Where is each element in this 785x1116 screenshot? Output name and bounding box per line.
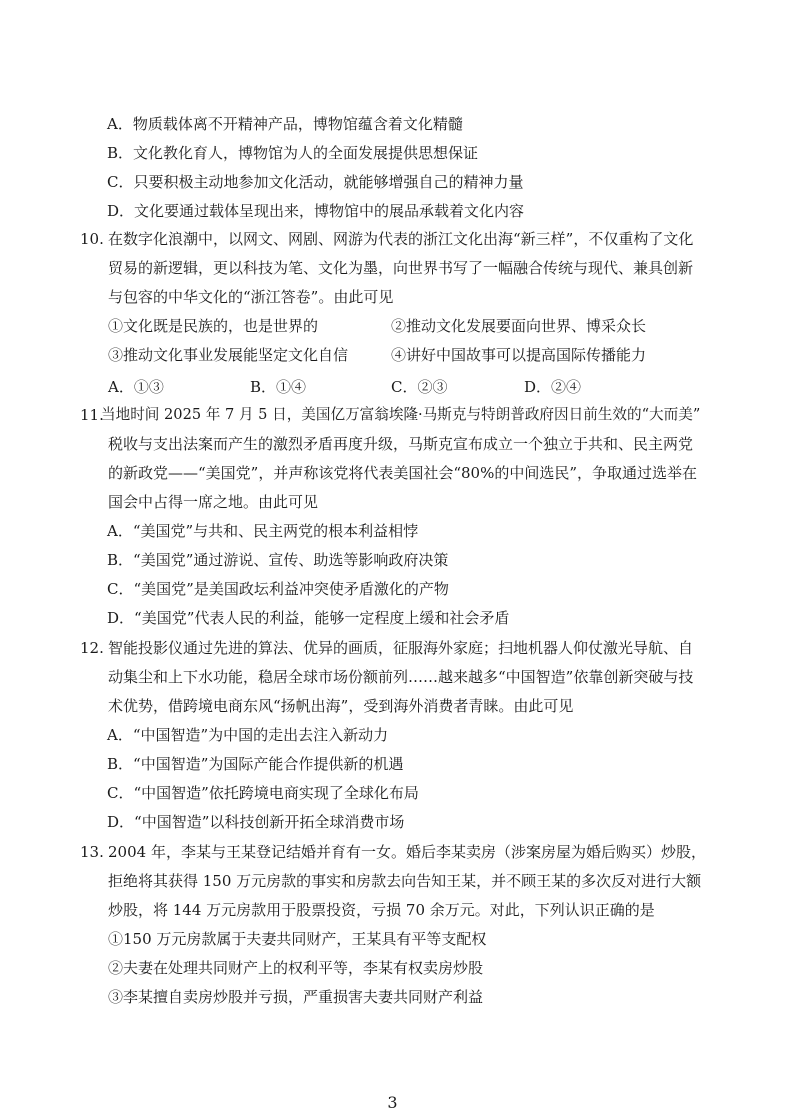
q13-statement: ①150 万元房款属于夫妻共同财产，王某具有平等支配权 [108, 930, 487, 948]
q10-statement: ③推动文化事业发展能坚定文化自信 [108, 346, 349, 364]
q9-option-a: A．物质载体离不开精神产品，博物馆蕴含着文化精髓 [107, 115, 463, 133]
q12-stem-line: 动集尘和上下水功能，稳居全球市场份额前列……越来越多“中国智造”依靠创新突破与技 [108, 668, 694, 686]
q13-stem-line: 炒股，将 144 万元房款用于股票投资，亏损 70 余万元。对此，下列认识正确的是 [108, 901, 655, 919]
q11-option-d: D．“美国党”代表人民的利益，能够一定程度上缓和社会矛盾 [107, 609, 510, 627]
q10-choice-c: C．②③ [391, 378, 448, 396]
q10-choice-d: D．②④ [524, 378, 582, 396]
q13-statement: ③李某擅自卖房炒股并亏损，严重损害夫妻共同财产利益 [108, 988, 484, 1006]
question-number: 10. [80, 230, 104, 248]
q11-stem-line: 当地时间 2025 年 7 月 5 日，美国亿万富翁埃隆·马斯克与特朗普政府因日前生效的“大而美” [101, 406, 701, 423]
q12-option-c: C．“中国智造”依托跨境电商实现了全球化布局 [107, 784, 419, 802]
q9-option-c: C．只要积极主动地参加文化活动，就能够增强自己的精神力量 [107, 173, 524, 191]
q11-stem-line: 国会中占得一席之地。由此可见 [108, 493, 319, 511]
q10-choice-a: A．①③ [108, 378, 164, 396]
q10-statement: ①文化既是民族的，也是世界的 [108, 317, 319, 335]
q12-stem-line: 智能投影仪通过先进的算法、优异的画质，征服海外家庭；扫地机器人仰仗激光导航、自 [108, 639, 694, 657]
question-number: 12. [80, 639, 104, 657]
q10-stem-line: 与包容的中华文化的“浙江答卷”。由此可见 [108, 288, 394, 306]
q11-option-a: A．“美国党”与共和、民主两党的根本利益相悖 [107, 522, 419, 540]
q10-stem-line: 在数字化浪潮中，以网文、网剧、网游为代表的浙江文化出海“新三样”，不仅重构了文化 [108, 230, 694, 248]
q10-statement: ④讲好中国故事可以提高国际传播能力 [391, 346, 647, 364]
question-number: 13. [80, 843, 104, 861]
q12-option-b: B．“中国智造”为国际产能合作提供新的机遇 [107, 755, 404, 773]
q11-option-c: C．“美国党”是美国政坛利益冲突使矛盾激化的产物 [107, 580, 449, 598]
q10-stem-line: 贸易的新逻辑，更以科技为笔、文化为墨，向世界书写了一幅融合传统与现代、兼具创新 [108, 259, 694, 277]
q13-statement: ②夫妻在处理共同财产上的权利平等，李某有权卖房炒股 [108, 959, 484, 977]
q10-choice-b: B．①④ [250, 378, 307, 396]
q11-stem-line: 税收与支出法案而产生的激烈矛盾再度升级，马斯克宣布成立一个独立于共和、民主两党 [108, 435, 694, 453]
page-number: 3 [387, 1093, 398, 1112]
q12-option-d: D．“中国智造”以科技创新开拓全球消费市场 [107, 813, 405, 831]
q13-stem-line: 2004 年，李某与王某登记结婚并育有一女。婚后李某卖房（涉案房屋为婚后购买）炒股， [108, 843, 706, 861]
q9-option-b: B．文化教化育人，博物馆为人的全面发展提供思想保证 [107, 144, 479, 162]
q12-stem-line: 术优势，借跨境电商东风“扬帆出海”，受到海外消费者青睐。由此可见 [108, 697, 574, 715]
question-number: 11. [80, 406, 104, 424]
q13-stem-line: 拒绝将其获得 150 万元房款的事实和房款去向告知王某，并不顾王某的多次反对进行大额 [108, 872, 702, 890]
q9-option-d: D．文化要通过载体呈现出来，博物馆中的展品承载着文化内容 [107, 202, 525, 220]
q11-option-b: B．“美国党”通过游说、宣传、助选等影响政府决策 [107, 551, 449, 569]
q12-option-a: A．“中国智造”为中国的走出去注入新动力 [107, 726, 389, 744]
q10-statement: ②推动文化发展要面向世界、博采众长 [391, 317, 647, 335]
q11-stem-line: 的新政党——“美国党”，并声称该党将代表美国社会“80%的中间选民”，争取通过选举在 [108, 464, 698, 482]
